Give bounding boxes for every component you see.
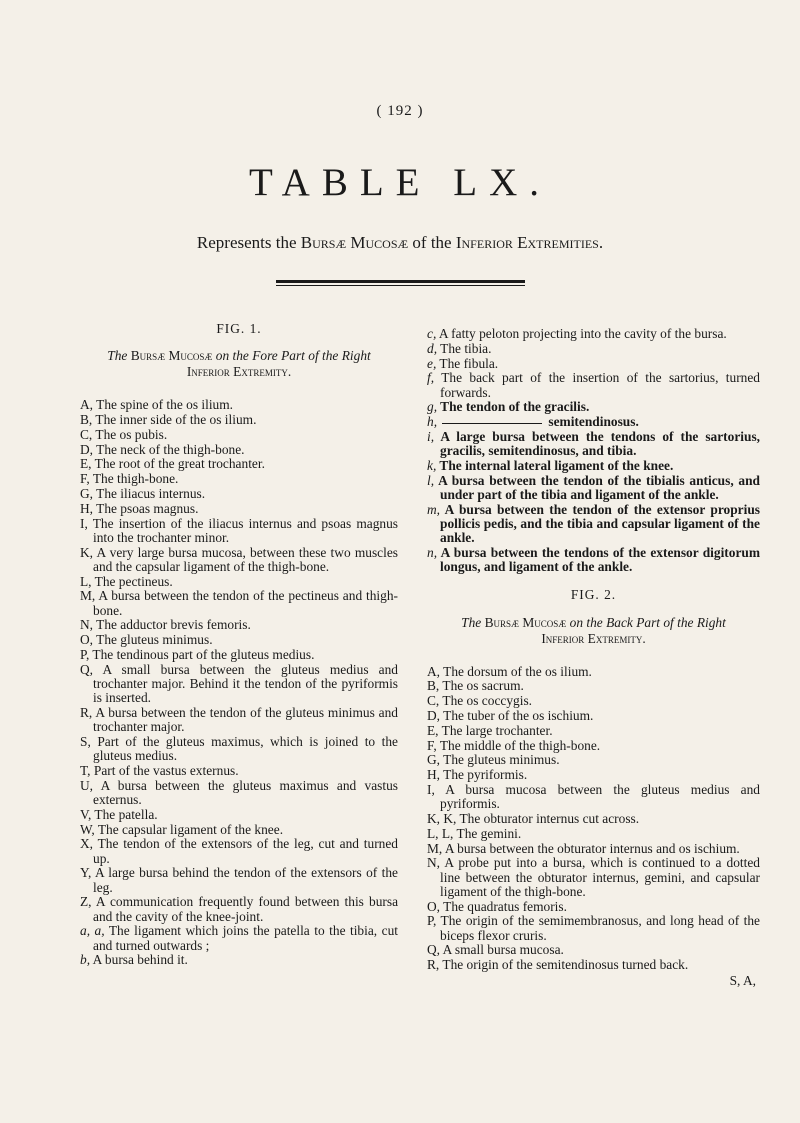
legend-key: L, [80, 573, 92, 589]
legend-text: The os coccygis. [442, 693, 533, 709]
legend-key: D, [80, 441, 94, 457]
legend-entry [80, 487, 398, 501]
legend-text: A communication frequently found between this bursa and the cavity of the knee-joint. [93, 894, 399, 924]
legend-text: The tendinous part of the gluteus medius. [92, 646, 315, 662]
legend-entry [427, 371, 760, 399]
legend-text: The gemini. [456, 825, 522, 841]
legend-text: A bursa between the obturator internus and os ischium. [444, 840, 740, 856]
legend-key: g, [427, 399, 438, 415]
legend-entry [80, 443, 398, 457]
legend-key: a, a, [80, 923, 105, 939]
legend-entry [80, 546, 398, 574]
legend-key: i, [427, 428, 435, 444]
legend-key: R, [427, 957, 440, 973]
left-column [80, 322, 398, 968]
fig2-sub-bursae: Bursæ Mucosæ [484, 614, 567, 630]
legend-key: I, [427, 781, 435, 797]
subtitle-pre: Represents the [196, 233, 301, 252]
legend-key: M, [427, 840, 443, 856]
legend-entry [427, 474, 760, 502]
legend-entry [427, 503, 760, 546]
legend-entry [427, 900, 760, 914]
legend-entry [427, 739, 760, 753]
legend-key: S, [80, 733, 91, 749]
legend-key: h, [427, 414, 438, 430]
legend-entry [427, 783, 760, 811]
legend-entry [80, 866, 398, 894]
legend-key: P, [427, 913, 437, 929]
subtitle-extremities: Inferior Extremities [455, 233, 599, 252]
legend-entry [427, 679, 760, 693]
fig2-sub-pre: The [461, 614, 485, 630]
fig1-heading: FIG. 1. [216, 321, 262, 336]
legend-entry [427, 856, 760, 899]
legend-entry [427, 827, 760, 841]
legend-entry [80, 413, 398, 427]
legend-key: C, [80, 426, 93, 442]
legend-text: The pyriformis. [443, 767, 528, 783]
legend-key: F, [427, 737, 437, 753]
legend-text: The os sacrum. [442, 678, 524, 694]
legend-key: I, [80, 515, 88, 531]
fig2-sub-post: on the Back Part of the Right [566, 614, 726, 630]
legend-key: f, [427, 370, 435, 386]
legend-entry [80, 808, 398, 822]
legend-key: H, [80, 500, 94, 516]
legend-entry [80, 457, 398, 471]
catchword: S, A, [729, 973, 756, 989]
legend-entry [80, 924, 398, 952]
legend-entry [80, 779, 398, 807]
legend-key: X, [80, 836, 94, 852]
legend-entry [427, 768, 760, 782]
double-rule-thick [276, 280, 525, 283]
legend-key: O, [80, 632, 94, 648]
legend-entry [80, 764, 398, 778]
legend-entry [80, 837, 398, 865]
legend-key: M, [80, 588, 96, 604]
legend-entry [80, 953, 398, 967]
legend-entry [80, 428, 398, 442]
legend-entry [80, 706, 398, 734]
legend-key: G, [80, 485, 94, 501]
legend-key: E, [80, 456, 92, 472]
legend-text: A large bursa behind the tendon of the extensors of the leg. [93, 865, 398, 895]
legend-key: N, [80, 617, 94, 633]
legend-entry [80, 502, 398, 516]
subtitle-post: . [598, 233, 604, 252]
legend-text: A bursa mucosa between the gluteus medius and pyriformis. [440, 781, 760, 812]
legend-entry [427, 342, 760, 356]
legend-key: F, [80, 471, 90, 487]
legend-text: A bursa between the tendon of the gluteus minimus and trochanter major. [93, 704, 399, 735]
legend-key: B, [80, 412, 93, 427]
right-column [427, 327, 760, 989]
legend-entry [80, 633, 398, 647]
legend-text: The gluteus minimus. [443, 752, 560, 768]
legend-entry [80, 663, 398, 706]
legend-text: The adductor brevis femoris. [96, 617, 251, 633]
legend-text: The root of the great trochanter. [94, 456, 265, 472]
legend-text: The spine of the os ilium. [96, 397, 234, 413]
legend-entry [427, 459, 760, 473]
fig2-subtitle [427, 615, 760, 647]
legend-text: A fatty peloton projecting into the cavity of the bursa. [438, 326, 727, 341]
legend-entry [427, 430, 760, 458]
legend-key: W, [80, 821, 95, 837]
legend-entry [427, 415, 760, 429]
legend-entry [427, 400, 760, 414]
legend-text: The fibula. [439, 355, 499, 371]
fig1-sub-pre: The [107, 348, 131, 364]
legend-text: The back part of the insertion of the sartorius, turned forwards. [440, 370, 761, 400]
legend-key: c, [427, 326, 437, 341]
legend-key: B, [427, 678, 440, 694]
legend-text: A bursa between the tendon of the tibialis anticus, and under part of the tibia and ligament of the ankle. [438, 472, 761, 502]
legend-key: U, [80, 777, 94, 793]
legend-entry [80, 618, 398, 632]
legend-entry [80, 895, 398, 923]
fig2-sub-line2: Inferior Extremity. [541, 630, 646, 646]
subtitle [0, 233, 800, 253]
legend-key: T, [80, 762, 91, 778]
legend-entry [80, 735, 398, 763]
legend-text: Part of the vastus externus. [93, 762, 239, 778]
page-number: ( 192 ) [376, 103, 424, 119]
legend-entry [427, 694, 760, 708]
legend-text: The inner side of the os ilium. [95, 412, 257, 427]
legend-entry [427, 958, 760, 972]
legend-text: The tibia. [440, 340, 492, 356]
legend-key: d, [427, 340, 438, 356]
legend-text: The capsular ligament of the knee. [97, 821, 284, 837]
legend-text: Part of the gluteus maximus, which is joined to the gluteus medius. [93, 733, 398, 764]
legend-key: H, [427, 767, 441, 783]
legend-entry [80, 575, 398, 589]
legend-text: A small bursa mucosa. [442, 942, 564, 958]
legend-entry [427, 943, 760, 957]
legend-text: The patella. [94, 806, 158, 822]
legend-key: A, [80, 397, 94, 413]
legend-key: O, [427, 898, 441, 914]
legend-entry [427, 327, 760, 341]
legend-text: The psoas magnus. [96, 500, 199, 516]
legend-key: l, [427, 472, 435, 488]
legend-text: The origin of the semitendinosus turned back. [442, 957, 689, 973]
legend-key: V, [80, 806, 92, 822]
legend-entry [80, 589, 398, 617]
legend-text: The quadratus femoris. [443, 898, 567, 914]
legend-key: C, [427, 693, 440, 709]
legend-key: n, [427, 544, 438, 560]
legend-key: Y, [80, 865, 92, 881]
legend-text: A large bursa between the tendons of the sartorius, gracilis, semitendinosus, and tibia. [440, 428, 760, 459]
table-title: TABLE LX. [248, 161, 551, 204]
legend-key: G, [427, 752, 441, 768]
legend-text: The neck of the thigh-bone. [96, 441, 245, 457]
subtitle-mid: of the [408, 233, 456, 252]
legend-text: The dorsum of the os ilium. [443, 663, 592, 679]
ditto-dash [442, 423, 542, 424]
legend-entry [80, 398, 398, 412]
legend-text: The pectineus. [94, 573, 173, 589]
fig1-subtitle [80, 348, 398, 380]
legend-text: The obturator internus cut across. [459, 810, 640, 826]
legend-key: Z, [80, 894, 92, 910]
legend-text: The thigh-bone. [92, 471, 179, 487]
legend-entry [80, 648, 398, 662]
legend-text: The large trochanter. [441, 722, 553, 738]
legend-text: The origin of the semimembranosus, and long head of the biceps flexor cruris. [440, 913, 760, 943]
legend-key: K, [80, 544, 94, 560]
legend-text: The insertion of the iliacus internus and psoas magnus into the trochanter minor. [92, 515, 398, 545]
legend-key: D, [427, 707, 441, 723]
legend-entry [427, 724, 760, 738]
legend-text: A probe put into a bursa, which is continued to a dotted line between the obturator internus, gemini, and capsular ligament of the thigh-bone. [440, 855, 760, 899]
legend-key: K, K, [427, 810, 457, 826]
legend-text: The ligament which joins the patella to the tibia, cut and turned outwards ; [93, 923, 398, 953]
legend-key: b, [80, 952, 91, 968]
legend-text: semitendinosus. [548, 414, 639, 430]
legend-entry [427, 665, 760, 679]
fig1-entries-right [427, 327, 760, 574]
legend-entry [427, 812, 760, 826]
fig1-sub-bursae: Bursæ Mucosæ [130, 348, 213, 364]
legend-entry [80, 823, 398, 837]
legend-key: P, [80, 646, 90, 662]
legend-key: k, [427, 457, 437, 473]
legend-text: A bursa behind it. [92, 952, 188, 968]
legend-entry [427, 842, 760, 856]
legend-key: L, L, [427, 825, 454, 841]
legend-key: e, [427, 355, 437, 371]
legend-key: m, [427, 501, 441, 517]
legend-text: The tuber of the os ischium. [443, 707, 594, 723]
legend-entry [427, 914, 760, 942]
legend-text: A bursa between the gluteus maximus and vastus externus. [93, 777, 399, 807]
fig2-entries [427, 665, 760, 973]
legend-text: A bursa between the tendons of the extensor digitorum longus, and ligament of the ankle. [440, 544, 760, 575]
legend-text: A small bursa between the gluteus medius and trochanter major. Behind it the tendon of the pyriformis is inserted. [93, 661, 399, 706]
legend-text: The iliacus internus. [96, 485, 206, 501]
legend-text: The tendon of the gracilis. [440, 399, 590, 415]
legend-text: A bursa between the tendon of the extensor proprius pollicis pedis, and the tibia and capsular ligament of the ankle. [440, 501, 760, 546]
legend-key: N, [427, 855, 441, 871]
fig1-sub-post: on the Fore Part of the Right [212, 348, 371, 364]
subtitle-bursae: Bursæ Mucosæ [300, 233, 409, 252]
legend-entry [80, 517, 398, 545]
double-rule-thin [276, 285, 525, 286]
legend-key: A, [427, 663, 441, 679]
legend-text: The middle of the thigh-bone. [439, 737, 601, 753]
legend-key: Q, [80, 661, 94, 677]
legend-text: A very large bursa mucosa, between these two muscles and the capsular ligament of the thigh-bone. [93, 544, 398, 574]
legend-key: Q, [427, 942, 441, 958]
legend-entry [427, 357, 760, 371]
legend-text: The tendon of the extensors of the leg, cut and turned up. [93, 836, 399, 866]
legend-key: E, [427, 722, 439, 738]
legend-entry [427, 709, 760, 723]
legend-text: The os pubis. [95, 426, 168, 442]
legend-entry [427, 753, 760, 767]
legend-key: R, [80, 704, 93, 720]
legend-entry [80, 472, 398, 486]
legend-text: A bursa between the tendon of the pectineus and thigh-bone. [93, 588, 398, 618]
legend-text: The internal lateral ligament of the knee. [439, 457, 674, 473]
legend-entry [427, 546, 760, 574]
fig2-heading: FIG. 2. [570, 587, 617, 603]
fig1-entries-left [80, 398, 398, 967]
legend-text: The gluteus minimus. [96, 632, 213, 648]
fig1-sub-line2: Inferior Extremity. [186, 364, 292, 380]
